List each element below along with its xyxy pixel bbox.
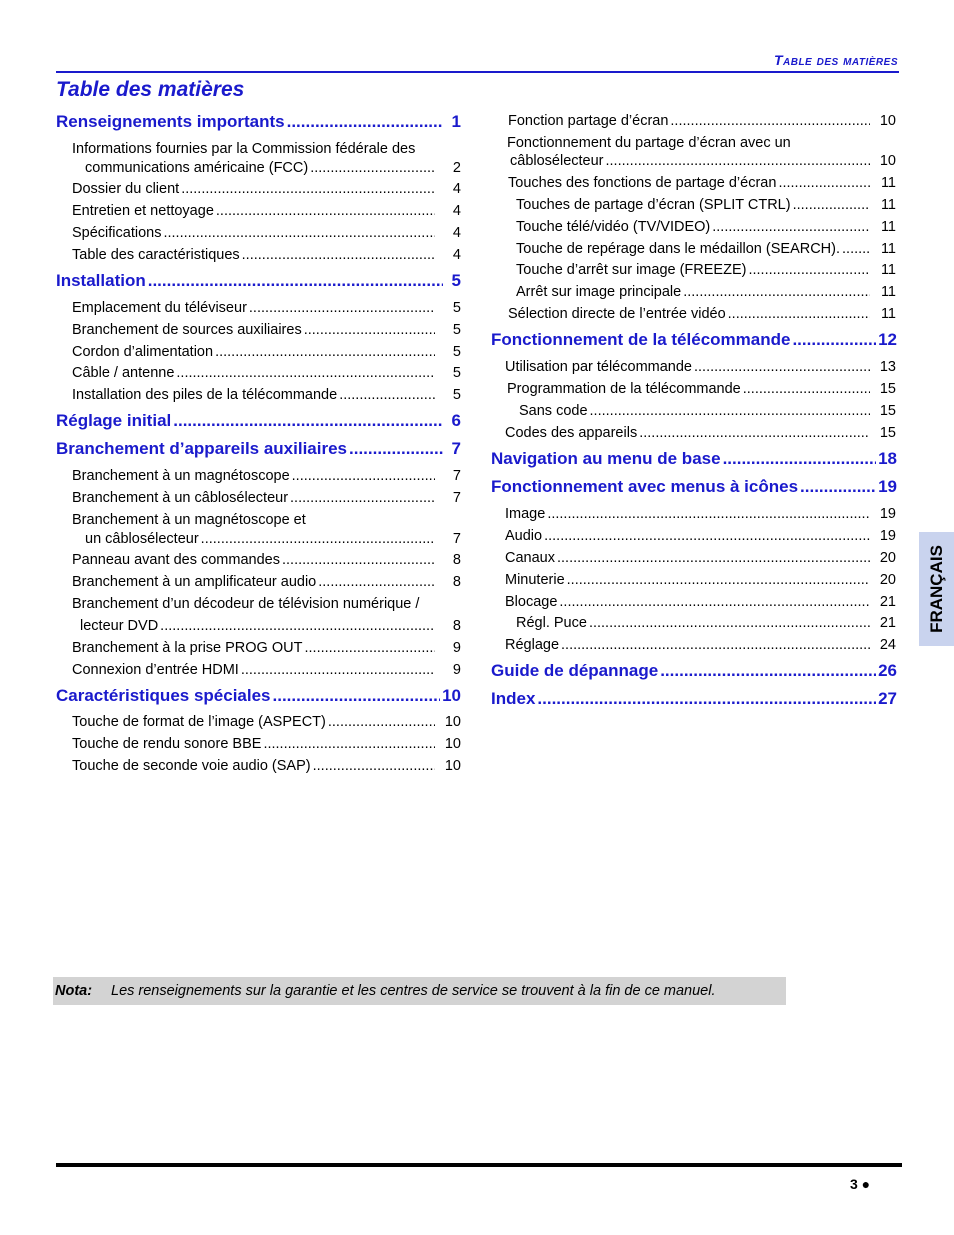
toc-entry-title: lecteur DVD: [80, 618, 159, 634]
note-box: [53, 977, 786, 1005]
toc-entry[interactable]: [505, 637, 896, 653]
toc-section[interactable]: [56, 439, 461, 459]
toc-section[interactable]: [491, 661, 897, 681]
toc-page-number: 24: [879, 637, 896, 653]
toc-entry-title: Branchement à un magnétoscope: [72, 468, 290, 484]
toc-entry[interactable]: [516, 219, 896, 235]
toc-page-number: 15: [879, 381, 896, 397]
toc-entry-title: Branchement à un câblosélecteur: [72, 490, 289, 506]
toc-entry[interactable]: [72, 552, 461, 568]
toc-entry[interactable]: [505, 572, 896, 588]
toc-entry-title: Régl. Puce: [516, 615, 587, 631]
running-header: Table des matières: [773, 52, 898, 68]
toc-section[interactable]: [491, 330, 897, 350]
toc-entry-title: Réglage initial: [56, 411, 172, 430]
toc-page-number: 4: [452, 181, 461, 197]
toc-entry-title: Branchement d’un décodeur de télévision numérique /: [72, 596, 420, 612]
toc-entry-title: un câblosélecteur: [85, 531, 199, 547]
toc-entry-title: Spécifications: [72, 225, 162, 241]
toc-entry-title: Minuterie: [505, 572, 565, 588]
toc-page-number: 15: [879, 425, 896, 441]
toc-entry-title: Touches de partage d’écran (SPLIT CTRL): [516, 197, 791, 213]
toc-section[interactable]: [491, 689, 897, 709]
toc-entry-title: Touches des fonctions de partage d’écran: [508, 175, 777, 191]
toc-entry[interactable]: [72, 574, 461, 590]
dot-leader: [163, 225, 435, 241]
toc-page-number: 5: [452, 387, 461, 403]
toc-entry[interactable]: [72, 225, 461, 241]
header-rule: [56, 71, 899, 73]
toc-page-number: 21: [879, 594, 896, 610]
toc-page-number: 15: [879, 403, 896, 419]
dot-leader: [537, 689, 876, 709]
toc-page-number: 2: [452, 160, 461, 176]
dot-leader: [249, 300, 435, 316]
toc-entry[interactable]: [85, 531, 461, 547]
toc-entry[interactable]: [72, 736, 461, 752]
toc-entry[interactable]: [508, 175, 896, 191]
toc-entry-title: Installation: [56, 271, 146, 290]
dot-leader: [561, 637, 870, 653]
toc-page-number: 11: [880, 262, 896, 278]
toc-entry[interactable]: [72, 640, 461, 656]
dot-leader: [748, 262, 870, 278]
toc-page-number: 11: [880, 175, 896, 191]
dot-leader: [241, 662, 435, 678]
toc-page-number: 5: [451, 271, 461, 290]
toc-entry-title: Navigation au menu de base: [491, 449, 721, 468]
toc-page-number: 10: [442, 686, 461, 705]
toc-page-number: 19: [878, 477, 897, 496]
toc-entry-title: Blocage: [505, 594, 558, 610]
dot-leader: [313, 758, 435, 774]
toc-page-number: 8: [452, 618, 461, 634]
toc-entry[interactable]: [72, 203, 461, 219]
dot-leader: [318, 574, 435, 590]
toc-entry-title: Cordon d’alimentation: [72, 344, 214, 360]
dot-leader: [694, 359, 870, 375]
toc-page-number: 6: [451, 411, 461, 430]
dot-leader: [557, 550, 870, 566]
toc-page-number: 11: [880, 197, 896, 213]
toc-entry[interactable]: [505, 425, 896, 441]
toc-page-number: 10: [879, 153, 896, 169]
dot-leader: [743, 381, 870, 397]
toc-entry-title: Branchement à un magnétoscope et: [72, 512, 306, 528]
toc-page-number: 4: [452, 225, 461, 241]
dot-leader: [544, 528, 870, 544]
toc-page-number: 4: [452, 247, 461, 263]
toc-page-number: 26: [878, 661, 897, 680]
toc-page-number: 12: [878, 330, 897, 349]
dot-leader: [201, 531, 435, 547]
toc-entry-title: Branchement à la prise PROG OUT: [72, 640, 303, 656]
footer-rule: [56, 1163, 902, 1167]
toc-entry[interactable]: [72, 490, 461, 506]
toc-page-number: 7: [451, 439, 461, 458]
toc-page-number: 5: [452, 300, 461, 316]
toc-entry-title: Table des caractéristiques: [72, 247, 240, 263]
toc-entry[interactable]: [508, 113, 896, 129]
dot-leader: [181, 181, 435, 197]
dot-leader: [292, 468, 435, 484]
dot-leader: [349, 439, 443, 459]
toc-entry[interactable]: [72, 322, 461, 338]
toc-page-number: 5: [452, 344, 461, 360]
toc-page-number: 4: [452, 203, 461, 219]
toc-entry-title: Touche télé/vidéo (TV/VIDEO): [516, 219, 711, 235]
toc-entry[interactable]: [505, 594, 896, 610]
toc-entry-title: Dossier du client: [72, 181, 180, 197]
toc-entry-title: Touche d’arrêt sur image (FREEZE): [516, 262, 747, 278]
toc-entry-title: Audio: [505, 528, 543, 544]
dot-leader: [273, 686, 441, 706]
toc-entry[interactable]: [508, 306, 896, 322]
toc-entry[interactable]: [516, 284, 896, 300]
toc-entry[interactable]: [72, 247, 461, 263]
toc-page-number: 18: [878, 449, 897, 468]
dot-leader: [559, 594, 870, 610]
dot-leader: [173, 411, 443, 431]
toc-entry[interactable]: [519, 403, 896, 419]
toc-entry-title: Réglage: [505, 637, 560, 653]
toc-section[interactable]: [491, 477, 897, 497]
dot-leader: [590, 403, 870, 419]
toc-page-number: 10: [444, 714, 461, 730]
dot-leader: [148, 271, 443, 291]
dot-leader: [793, 197, 870, 213]
toc-entry-title: Fonctionnement de la télécommande: [491, 330, 791, 349]
toc-page-number: 10: [879, 113, 896, 129]
toc-entry-title: Branchement d’appareils auxiliaires: [56, 439, 348, 458]
toc-entry-title: Image: [505, 506, 546, 522]
toc-entry[interactable]: [505, 550, 896, 566]
dot-leader: [304, 322, 435, 338]
toc-entry-title: câblosélecteur: [510, 153, 604, 169]
toc-page-number: 7: [452, 468, 461, 484]
dot-leader: [792, 330, 876, 350]
toc-entry[interactable]: [72, 758, 461, 774]
toc-entry[interactable]: [72, 365, 461, 381]
toc-entry-title: Programmation de la télécommande: [507, 381, 741, 397]
toc-page-number: 5: [452, 365, 461, 381]
dot-leader: [282, 552, 435, 568]
dot-leader: [589, 615, 870, 631]
toc-section[interactable]: [56, 686, 461, 706]
toc-entry[interactable]: [72, 512, 461, 528]
toc-page-number: 7: [452, 531, 461, 547]
toc-entry-title: Panneau avant des commandes: [72, 552, 280, 568]
toc-page-number: 11: [880, 306, 896, 322]
dot-leader: [328, 714, 435, 730]
toc-entry[interactable]: [85, 160, 461, 176]
toc-entry[interactable]: [516, 615, 896, 631]
dot-leader: [287, 112, 443, 132]
toc-entry-title: Guide de dépannage: [491, 661, 659, 680]
dot-leader: [547, 506, 870, 522]
toc-page-number: 20: [879, 572, 896, 588]
toc-entry-title: Utilisation par télécommande: [505, 359, 692, 375]
toc-entry[interactable]: [516, 241, 896, 257]
toc-entry-title: Touche de format de l’image (ASPECT): [72, 714, 326, 730]
dot-leader: [339, 387, 435, 403]
toc-section[interactable]: [491, 449, 897, 469]
toc-entry-title: Index: [491, 689, 536, 708]
dot-leader: [290, 490, 435, 506]
toc-page-number: 19: [879, 528, 896, 544]
toc-entry-title: Arrêt sur image principale: [516, 284, 682, 300]
toc-page-number: 8: [452, 552, 461, 568]
toc-entry[interactable]: [72, 596, 461, 612]
toc-page-number: 5: [452, 322, 461, 338]
dot-leader: [242, 247, 435, 263]
toc-entry-title: Entretien et nettoyage: [72, 203, 214, 219]
toc-section[interactable]: [56, 411, 461, 431]
toc-entry[interactable]: [505, 506, 896, 522]
toc-entry-title: Touche de seconde voie audio (SAP): [72, 758, 311, 774]
toc-section[interactable]: [56, 271, 461, 291]
toc-page-number: 11: [880, 241, 896, 257]
dot-leader: [728, 306, 870, 322]
toc-page-number: 19: [879, 506, 896, 522]
dot-leader: [778, 175, 870, 191]
toc-entry[interactable]: [507, 135, 896, 151]
toc-entry-title: Touche de rendu sonore BBE: [72, 736, 262, 752]
toc-page-number: 13: [879, 359, 896, 375]
toc-page-number: 1: [451, 112, 461, 131]
toc-page-number: 10: [444, 736, 461, 752]
toc-page-number: 9: [452, 640, 461, 656]
dot-leader: [842, 241, 870, 257]
toc-entry-title: Fonctionnement du partage d’écran avec un: [507, 135, 791, 151]
language-tab-label: FRANÇAIS: [926, 545, 946, 633]
toc-page-number: 10: [444, 758, 461, 774]
toc-entry[interactable]: [510, 153, 896, 169]
toc-entry[interactable]: [72, 344, 461, 360]
toc-entry-title: Informations fournies par la Commission fédérale des: [72, 141, 416, 157]
toc-entry-title: Branchement à un amplificateur audio: [72, 574, 317, 590]
dot-leader: [215, 344, 435, 360]
toc-entry-title: communications américaine (FCC): [85, 160, 309, 176]
toc-entry-title: Codes des appareils: [505, 425, 638, 441]
dot-leader: [567, 572, 870, 588]
toc-page-number: 7: [452, 490, 461, 506]
toc-entry[interactable]: [72, 714, 461, 730]
toc-page-number: 9: [452, 662, 461, 678]
toc-page-number: 21: [879, 615, 896, 631]
toc-entry[interactable]: [505, 528, 896, 544]
toc-entry-title: Canaux: [505, 550, 555, 566]
toc-page-number: 27: [878, 689, 897, 708]
dot-leader: [176, 365, 435, 381]
toc-page-number: 8: [452, 574, 461, 590]
language-tab: [919, 532, 954, 646]
dot-leader: [683, 284, 870, 300]
dot-leader: [670, 113, 870, 129]
toc-entry-title: Fonction partage d’écran: [508, 113, 669, 129]
note-label: Nota:: [55, 983, 93, 999]
toc-entry-title: Connexion d’entrée HDMI: [72, 662, 239, 678]
toc-entry-title: Touche de repérage dans le médaillon (SEARCH).: [516, 241, 841, 257]
toc-entry[interactable]: [80, 618, 461, 634]
dot-leader: [263, 736, 435, 752]
toc-entry[interactable]: [72, 468, 461, 484]
toc-entry[interactable]: [72, 300, 461, 316]
note-text: Les renseignements sur la garantie et les centres de service se trouvent à la fin de ce manuel.: [111, 983, 716, 999]
toc-section[interactable]: [56, 112, 461, 132]
dot-leader: [712, 219, 870, 235]
toc-entry-title: Fonctionnement avec menus à icônes: [491, 477, 799, 496]
dot-leader: [160, 618, 435, 634]
toc-entry[interactable]: [72, 181, 461, 197]
toc-entry-title: Câble / antenne: [72, 365, 175, 381]
dot-leader: [723, 449, 877, 469]
toc-entry[interactable]: [505, 359, 896, 375]
toc-entry[interactable]: [72, 387, 461, 403]
toc-entry-title: Installation des piles de la télécommande: [72, 387, 338, 403]
dot-leader: [660, 661, 876, 681]
toc-entry-title: Sélection directe de l’entrée vidéo: [508, 306, 726, 322]
dot-leader: [639, 425, 870, 441]
toc-page-number: 11: [880, 219, 896, 235]
toc-page-number: 20: [879, 550, 896, 566]
page-title: Table des matières: [56, 78, 245, 101]
dot-leader: [606, 153, 871, 169]
page-number: 3 ●: [850, 1176, 871, 1192]
dot-leader: [304, 640, 435, 656]
toc-entry[interactable]: [516, 197, 896, 213]
dot-leader: [216, 203, 435, 219]
toc-entry-title: Renseignements importants: [56, 112, 285, 131]
toc-entry-title: Sans code: [519, 403, 588, 419]
toc-entry[interactable]: [72, 141, 461, 157]
toc-entry-title: Emplacement du téléviseur: [72, 300, 247, 316]
toc-entry[interactable]: [516, 262, 896, 278]
dot-leader: [800, 477, 876, 497]
toc-entry-title: Branchement de sources auxiliaires: [72, 322, 302, 338]
toc-entry[interactable]: [72, 662, 461, 678]
toc-page-number: 11: [880, 284, 896, 300]
dot-leader: [310, 160, 435, 176]
toc-entry[interactable]: [507, 381, 896, 397]
toc-entry-title: Caractéristiques spéciales: [56, 686, 271, 705]
